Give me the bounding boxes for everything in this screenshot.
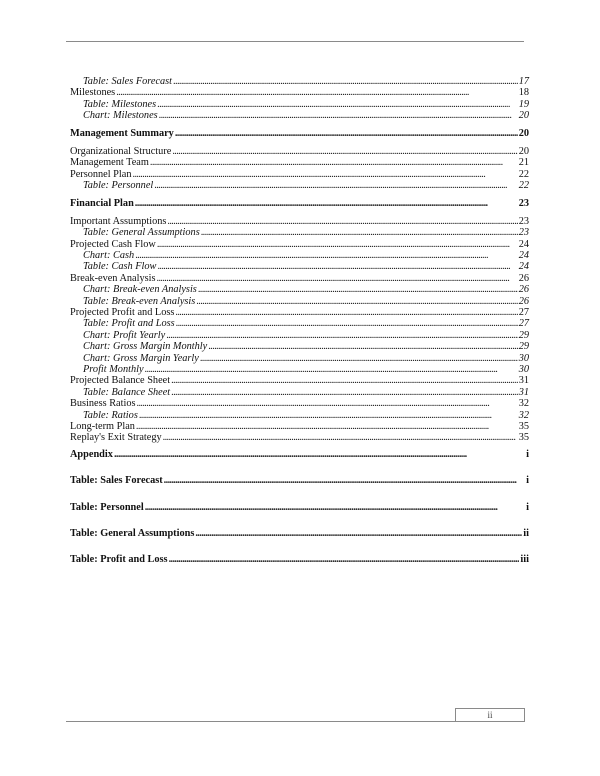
dot-leader: [136, 421, 518, 432]
toc-entry-page: 19: [518, 98, 529, 110]
toc-entry-label: Management Team: [70, 157, 149, 169]
toc-entry-page: 31: [518, 375, 529, 387]
dot-leader: [145, 502, 525, 513]
toc-entry[interactable]: [70, 157, 529, 168]
dot-leader: [157, 261, 517, 272]
dot-leader: [201, 227, 518, 238]
toc-entry-page: 24: [518, 250, 529, 262]
toc-entry[interactable]: [70, 216, 529, 227]
dot-leader: [163, 432, 518, 443]
toc-entry[interactable]: [70, 239, 529, 250]
toc-entry-label: Table: Cash Flow: [83, 261, 157, 273]
toc-entry[interactable]: [70, 528, 529, 539]
toc-entry-page: 32: [518, 398, 529, 410]
toc-entry[interactable]: [70, 227, 529, 238]
dot-leader: [172, 146, 517, 157]
footer-rule: [66, 721, 456, 722]
dot-leader: [157, 99, 518, 110]
dot-leader: [137, 398, 518, 409]
toc-entry-page: 26: [518, 284, 529, 296]
toc-entry[interactable]: [70, 110, 529, 121]
dot-leader: [135, 198, 518, 209]
toc-entry[interactable]: [70, 99, 529, 110]
dot-leader: [166, 330, 518, 341]
dot-leader: [157, 273, 518, 284]
toc-entry[interactable]: [70, 250, 529, 261]
toc-entry[interactable]: [70, 341, 529, 352]
dot-leader: [114, 449, 525, 460]
toc-entry-label: Table: General Assumptions: [83, 227, 200, 239]
toc-entry[interactable]: [70, 146, 529, 157]
dot-leader: [196, 296, 517, 307]
toc-entry-page: 22: [518, 168, 529, 180]
toc-entry[interactable]: [70, 421, 529, 432]
dot-leader: [164, 475, 525, 486]
toc-entry-page: 26: [518, 295, 529, 307]
toc-entry-label: Long-term Plan: [70, 420, 135, 432]
dot-leader: [135, 250, 517, 261]
toc-entry[interactable]: [70, 410, 529, 421]
dot-leader: [169, 554, 520, 565]
toc-entry-page: 20: [518, 127, 529, 139]
toc-entry[interactable]: [70, 76, 529, 87]
dot-leader: [167, 216, 517, 227]
toc-entry[interactable]: [70, 375, 529, 386]
toc-entry[interactable]: [70, 398, 529, 409]
toc-entry-page: 27: [518, 318, 529, 330]
dot-leader: [171, 375, 518, 386]
toc-entry-page: 23: [518, 197, 529, 209]
dot-leader: [173, 76, 518, 87]
toc-entry-page: 24: [518, 238, 529, 250]
toc-entry-label: Projected Cash Flow: [70, 238, 156, 250]
toc-entry-label: Chart: Gross Margin Yearly: [83, 352, 199, 364]
toc-entry[interactable]: [70, 387, 529, 398]
toc-entry[interactable]: [70, 128, 529, 139]
toc-entry-label: Important Assumptions: [70, 215, 167, 227]
toc-entry[interactable]: [70, 364, 529, 375]
toc-entry-page: 29: [518, 329, 529, 341]
toc-entry-label: Replay's Exit Strategy: [70, 432, 162, 444]
toc-entry[interactable]: [70, 198, 529, 209]
toc-entry-page: 23: [518, 227, 529, 239]
toc-entry[interactable]: [70, 432, 529, 443]
toc-entry-page: i: [526, 475, 529, 487]
toc-entry-label: Management Summary: [70, 127, 174, 139]
toc-entry-page: 20: [518, 110, 529, 122]
toc-entry-page: 30: [518, 363, 529, 375]
toc-entry-page: iii: [520, 554, 529, 566]
toc-entry[interactable]: [70, 169, 529, 180]
toc-entry-label: Business Ratios: [70, 398, 136, 410]
toc-entry-label: Profit Monthly: [83, 363, 144, 375]
toc-entry-label: Table: Ratios: [83, 409, 138, 421]
toc-entry-label: Organizational Structure: [70, 145, 172, 157]
toc-entry-page: i: [526, 501, 529, 513]
toc-entry[interactable]: [70, 180, 529, 191]
dot-leader: [198, 284, 518, 295]
toc-entry-label: Table: Milestones: [83, 98, 157, 110]
toc-entry-page: i: [526, 448, 529, 460]
toc-entry-page: 17: [518, 76, 529, 87]
dot-leader: [133, 169, 518, 180]
dot-leader: [145, 364, 518, 375]
toc-entry[interactable]: [70, 449, 529, 460]
toc-entry-label: Table: Personnel: [70, 501, 144, 513]
toc-entry-page: 22: [518, 180, 529, 192]
dot-leader: [159, 110, 518, 121]
page-number: ii: [487, 710, 493, 720]
dot-leader: [175, 307, 517, 318]
toc-entry[interactable]: [70, 284, 529, 295]
toc-entry-page: 30: [518, 352, 529, 364]
toc-entry-label: Table: Sales Forecast: [83, 76, 173, 87]
toc-entry-label: Chart: Gross Margin Monthly: [83, 341, 208, 353]
toc-entry-page: 35: [518, 432, 529, 444]
toc-entry[interactable]: [70, 475, 529, 486]
toc-entry[interactable]: [70, 554, 529, 565]
page-number-box-base: [455, 721, 525, 722]
dot-leader: [208, 341, 517, 352]
toc-entry[interactable]: [70, 353, 529, 364]
toc-entry-page: 27: [518, 307, 529, 319]
dot-leader: [139, 410, 518, 421]
toc-entry-page: 29: [518, 341, 529, 353]
toc-entry-label: Chart: Break-even Analysis: [83, 284, 197, 296]
toc-entry[interactable]: [70, 502, 529, 513]
toc-entry-label: Break-even Analysis: [70, 272, 156, 284]
toc-entry[interactable]: [70, 307, 529, 318]
toc-entry-label: Chart: Cash: [83, 250, 135, 262]
toc-entry-label: Financial Plan: [70, 197, 134, 209]
toc-entry-page: 31: [518, 386, 529, 398]
toc-entry[interactable]: [70, 318, 529, 329]
toc-entry-label: Chart: Profit Yearly: [83, 329, 166, 341]
dot-leader: [200, 353, 518, 364]
table-of-contents: [70, 76, 529, 566]
dot-leader: [176, 318, 518, 329]
dot-leader: [157, 239, 518, 250]
toc-entry-page: ii: [523, 527, 529, 539]
dot-leader: [154, 180, 517, 191]
toc-entry-label: Table: Break-even Analysis: [83, 295, 196, 307]
toc-entry-label: Chart: Milestones: [83, 110, 158, 122]
toc-entry-page: 20: [518, 145, 529, 157]
toc-entry-label: Appendix: [70, 448, 113, 460]
toc-entry-label: Table: Profit and Loss: [83, 318, 175, 330]
toc-entry[interactable]: [70, 261, 529, 272]
toc-entry-page: 21: [518, 157, 529, 169]
toc-entry-label: Projected Balance Sheet: [70, 375, 171, 387]
toc-entry[interactable]: [70, 330, 529, 341]
toc-entry-page: 32: [518, 409, 529, 421]
dot-leader: [116, 87, 518, 98]
toc-entry-page: 23: [518, 215, 529, 227]
toc-entry-label: Milestones: [70, 87, 116, 99]
toc-entry-label: Projected Profit and Loss: [70, 307, 175, 319]
toc-entry-page: 26: [518, 272, 529, 284]
toc-entry-page: 18: [518, 87, 529, 99]
toc-entry[interactable]: [70, 87, 529, 98]
header-rule: [66, 41, 524, 42]
toc-entry-label: Table: Balance Sheet: [83, 386, 171, 398]
toc-entry-page: 24: [518, 261, 529, 273]
toc-entry-label: Personnel Plan: [70, 168, 132, 180]
dot-leader: [150, 157, 518, 168]
toc-entry-label: Table: Profit and Loss: [70, 554, 168, 566]
toc-entry[interactable]: [70, 296, 529, 307]
dot-leader: [171, 387, 518, 398]
toc-entry-page: 35: [518, 420, 529, 432]
toc-entry[interactable]: [70, 273, 529, 284]
toc-entry-label: Table: Sales Forecast: [70, 475, 163, 487]
toc-entry-label: Table: Personnel: [83, 180, 154, 192]
dot-leader: [175, 128, 518, 139]
toc-entry-label: Table: General Assumptions: [70, 527, 195, 539]
dot-leader: [195, 528, 522, 539]
